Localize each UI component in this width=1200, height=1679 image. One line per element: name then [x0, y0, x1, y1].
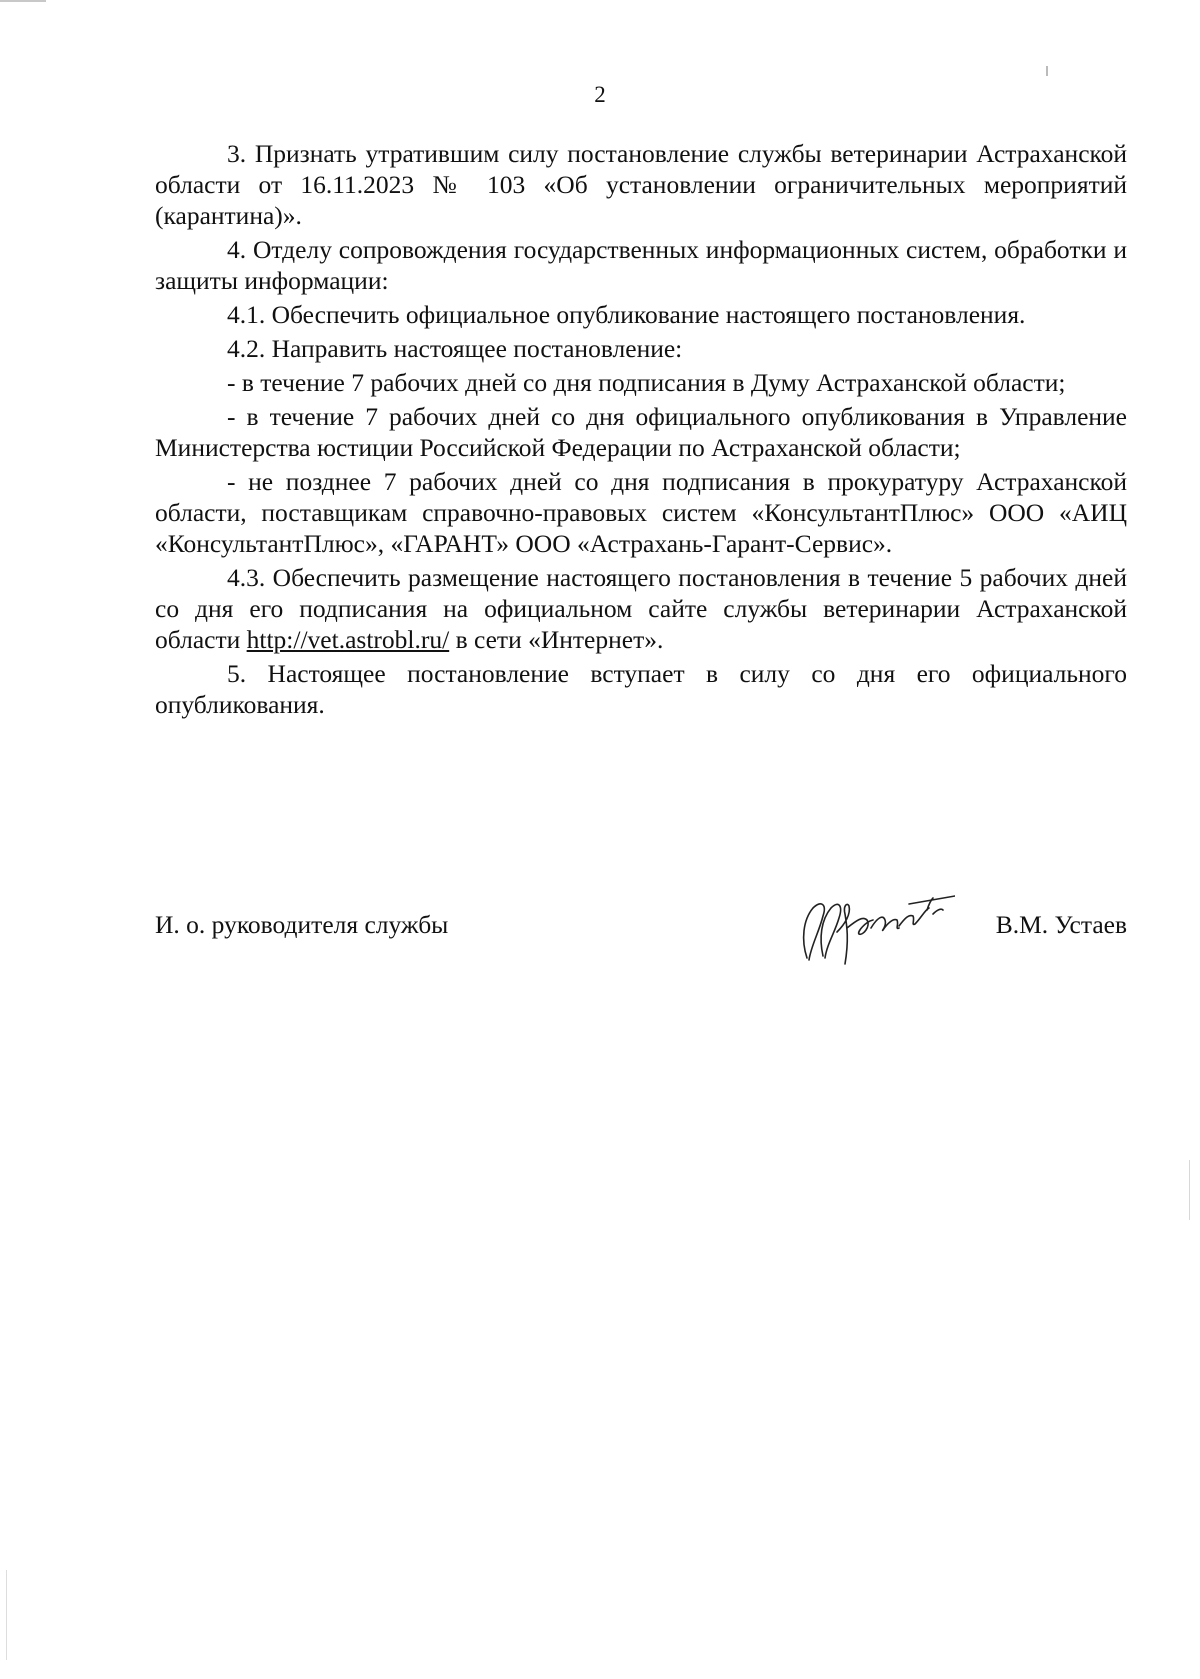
paragraph-4-3-text: 4.3. Обеспечить размещение настоящего постановления в течение 5 рабочих дней со дня его подписания на официальном сайте службы ветеринарии Астраханской области — [155, 563, 1127, 654]
paragraph-4-2: 4.2. Направить настоящее постановление: — [227, 334, 683, 363]
signature-block — [155, 880, 1127, 970]
paragraph-4-2-prosecutor: - не позднее 7 рабочих дней со дня подписания в прокуратуру Астраханской области, поставщикам справочно-правовых систем «КонсультантПлюс» ООО «АИЦ «КонсультантПлюс», «ГАРАНТ» ООО «Астрахань-Гарант-Сервис». — [155, 467, 1127, 558]
signer-title: И. о. руководителя службы — [155, 910, 449, 939]
paragraph-4-2-justice: - в течение 7 рабочих дней со дня официального опубликования в Управление Министерства юстиции Российской Федерации по Астраханской области; — [155, 402, 1127, 462]
paragraph-4-2-duma: - в течение 7 рабочих дней со дня подписания в Думу Астраханской области; — [227, 368, 1066, 397]
paragraph-5: 5. Настоящее постановление вступает в силу со дня его официального опубликования. — [155, 659, 1127, 719]
document-body — [155, 138, 1127, 720]
paragraph-3: 3. Признать утратившим силу постановление службы ветеринарии Астраханской области от 16.11.2023 № 103 «Об установлении ограничительных мероприятий (карантина)». — [155, 139, 1127, 230]
page-number: 2 — [594, 82, 606, 107]
paragraph-4-1: 4.1. Обеспечить официальное опубликование настоящего постановления. — [227, 300, 1026, 329]
scan-edge-mark — [1189, 1160, 1190, 1220]
scan-edge-mark — [6, 1570, 7, 1660]
paragraph-4-3 — [155, 562, 1127, 655]
scan-speck — [1046, 66, 1048, 76]
scan-artifact — [0, 0, 46, 2]
signer-name: В.М. Устаев — [995, 910, 1127, 939]
paragraph-4-3-text-end: в сети «Интернет». — [449, 625, 664, 654]
paragraph-4: 4. Отделу сопровождения государственных информационных систем, обработки и защиты информации: — [155, 235, 1127, 295]
website-link[interactable]: http://vet.astrobl.ru/ — [246, 625, 450, 654]
handwritten-signature-icon — [787, 880, 955, 968]
